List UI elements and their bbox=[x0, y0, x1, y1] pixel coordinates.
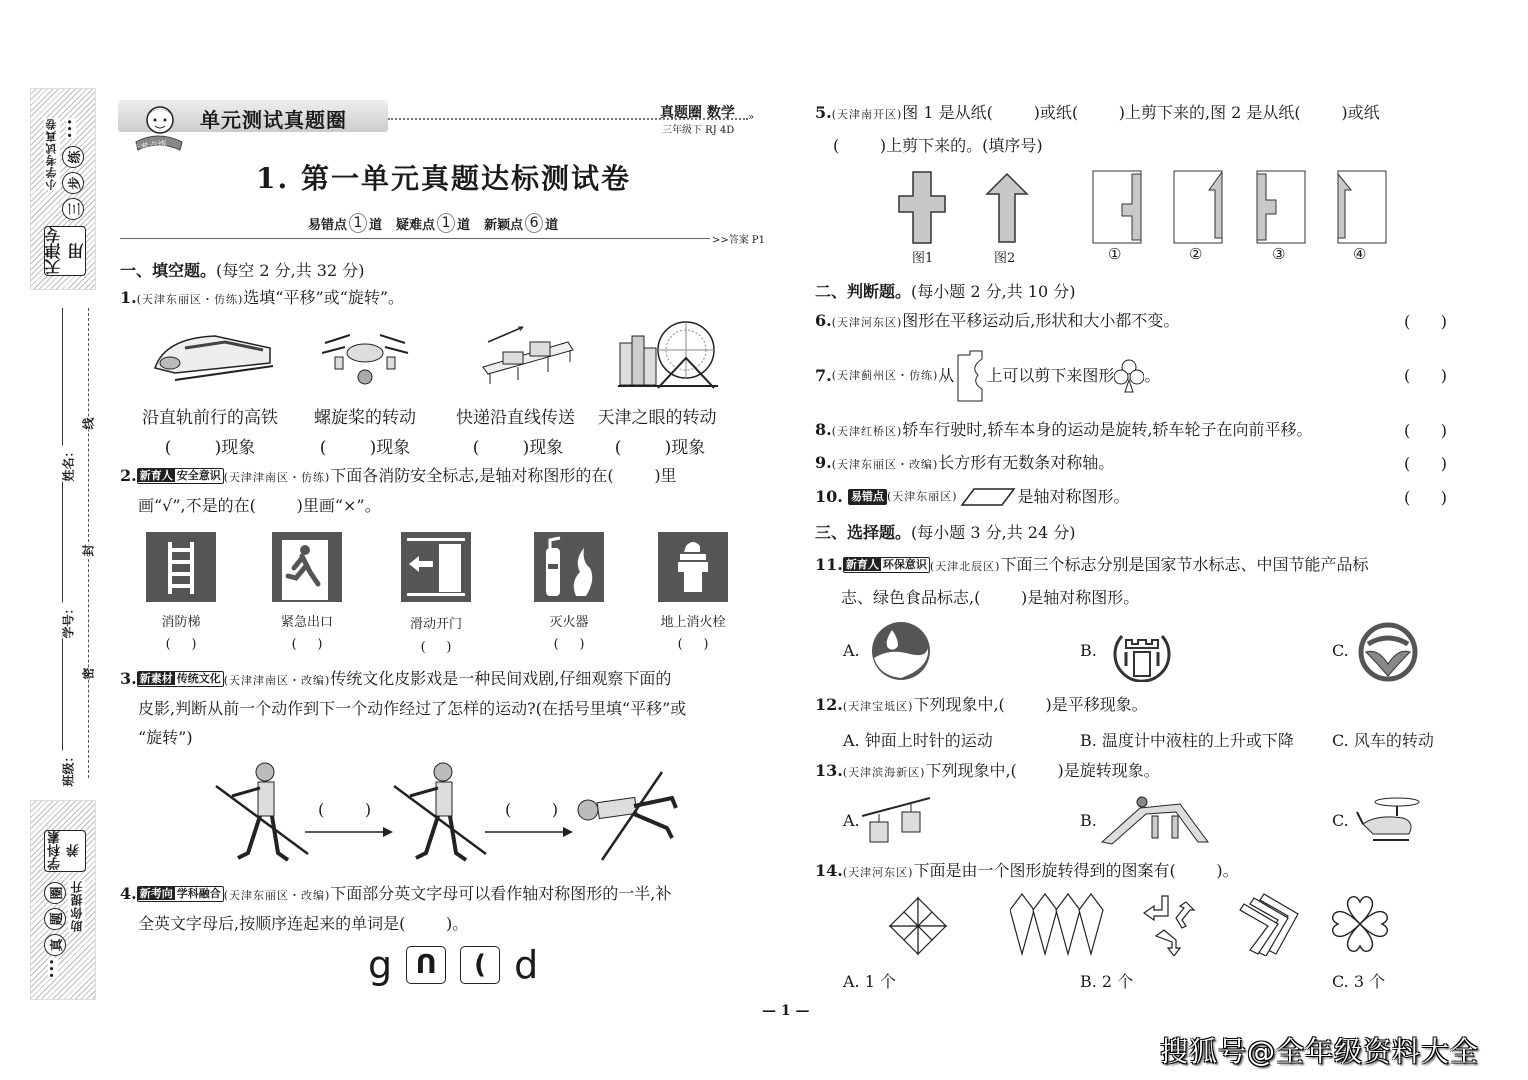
count-item: 新颖点 6 道 bbox=[484, 215, 559, 233]
question-14: 14.(天津河东区)下面是由一个图形旋转得到的图案有( )。 bbox=[815, 861, 1239, 880]
pinwheel-pattern-icon bbox=[888, 896, 948, 956]
grade-label: 三年级下 RJ 4D bbox=[662, 125, 735, 136]
figure-label: 图1 bbox=[912, 251, 934, 266]
chevron-stack-pattern-icon bbox=[1238, 892, 1300, 956]
cross-shape-icon bbox=[897, 170, 947, 245]
q10-answer-blank[interactable]: ( ) bbox=[1404, 488, 1447, 507]
half-letter-box: ( bbox=[460, 946, 500, 984]
circled-char: 真 bbox=[44, 934, 66, 956]
slide-icon bbox=[1100, 794, 1210, 846]
shadow-puppet-walking-icon bbox=[388, 758, 488, 868]
section-heading-choice: 三、选择题。(每小题 3 分,共 24 分) bbox=[815, 523, 1076, 542]
tag-badge: 新育人 安全意识 bbox=[137, 468, 224, 484]
option-a-label[interactable]: A. bbox=[843, 641, 860, 660]
paper-4-icon bbox=[1337, 170, 1387, 244]
bullet-train-icon bbox=[145, 328, 275, 383]
question-8: 8.(天津红桥区)轿车行驶时,轿车本身的运动是旋转,轿车轮子在向前平移。 bbox=[815, 420, 1313, 439]
paper-1-icon bbox=[1092, 170, 1142, 244]
option-b-label[interactable]: B. bbox=[1080, 641, 1097, 660]
question-5-line2: ( )上剪下来的。(填序号) bbox=[833, 136, 1043, 155]
strip-dots: ••• bbox=[66, 118, 76, 139]
q1-caption: 快递沿直线传送 bbox=[456, 408, 575, 428]
strip-dots: ••• bbox=[48, 958, 58, 979]
q14-option-a[interactable]: A. 1 个 bbox=[843, 972, 896, 991]
cut-line bbox=[88, 308, 89, 778]
figure-label: 图2 bbox=[994, 251, 1016, 266]
circled-char: 圈 bbox=[44, 882, 66, 904]
answer-reference[interactable]: >>答案 P1 bbox=[712, 235, 766, 246]
section-heading-fill-in: 一、填空题。(每空 2 分,共 32 分) bbox=[120, 261, 365, 280]
letter: d bbox=[514, 943, 539, 987]
strip-subtitle: 小学考试真卷 bbox=[45, 118, 58, 190]
line-mark: 线 bbox=[81, 417, 96, 430]
question-6: 6.(天津河东区)图形在平移运动后,形状和大小都不变。 bbox=[815, 311, 1180, 330]
sign-caption: 地上消火栓 bbox=[660, 615, 726, 630]
question-11-line2: 志、绿色食品标志,( )是轴对称图形。 bbox=[841, 588, 1140, 607]
energy-saving-logo-icon bbox=[1112, 622, 1172, 682]
arrow-right-icon bbox=[485, 826, 573, 838]
fire-extinguisher-sign-icon bbox=[534, 532, 604, 602]
drone-icon bbox=[320, 325, 410, 390]
folded-paper-icon bbox=[956, 349, 984, 403]
question-13: 13.(天津滨海新区)下列现象中,( )是旋转现象。 bbox=[815, 761, 1160, 780]
q9-answer-blank[interactable]: ( ) bbox=[1404, 454, 1447, 473]
four-heart-clover-pattern-icon bbox=[1328, 892, 1392, 956]
question-12: 12.(天津宝坻区)下列现象中,( )是平移现象。 bbox=[815, 695, 1148, 714]
q12-option-b[interactable]: B. 温度计中液柱的上升或下降 bbox=[1080, 731, 1294, 750]
circled-char: 练 bbox=[62, 146, 84, 168]
ferris-wheel-icon bbox=[618, 318, 718, 390]
banner-title: 单元测试真题圈 bbox=[200, 108, 347, 132]
letter-puzzle bbox=[368, 943, 538, 987]
question-3: 3. 新素材 传统文化 (天津津南区・改编)传统文化皮影戏是一种民间戏剧,仔细观察下面的 bbox=[120, 669, 672, 688]
sign-answer-blank[interactable]: ( ) bbox=[165, 637, 197, 652]
paper-label: ④ bbox=[1353, 245, 1367, 263]
seal-mark: 封 bbox=[81, 544, 96, 557]
unit-badge: 单元考点练 bbox=[121, 139, 168, 157]
circled-char: 题 bbox=[44, 908, 66, 930]
water-saving-logo-icon bbox=[870, 620, 932, 682]
tag-badge: 新考向 学科融合 bbox=[137, 886, 224, 902]
paper-label: ③ bbox=[1272, 245, 1286, 263]
q14-option-b[interactable]: B. 2 个 bbox=[1080, 972, 1134, 991]
green-food-logo-icon bbox=[1358, 622, 1418, 682]
sign-caption: 消防梯 bbox=[161, 615, 201, 630]
sign-caption: 滑动开门 bbox=[409, 617, 462, 632]
fill-line bbox=[62, 308, 63, 778]
question-4-line2: 全英文字母后,按顺序连起来的单词是( )。 bbox=[138, 914, 469, 933]
question-1: 1.(天津东丽区・仿练)选填“平移”或“旋转”。 bbox=[120, 288, 405, 307]
q7-answer-blank[interactable]: ( ) bbox=[1404, 366, 1447, 385]
name-label: 姓名： bbox=[61, 445, 76, 482]
sign-answer-blank[interactable]: ( ) bbox=[420, 640, 452, 655]
letter: g bbox=[368, 943, 393, 987]
question-4: 4. 新考向 学科融合 (天津东丽区・改编)下面部分英文字母可以看作轴对称图形的一半,补 bbox=[120, 884, 672, 903]
q6-answer-blank[interactable]: ( ) bbox=[1404, 312, 1447, 331]
shadow-puppet-rotated-icon bbox=[572, 768, 687, 863]
option-c-label[interactable]: C. bbox=[1332, 641, 1349, 660]
parallelogram-icon bbox=[960, 487, 1016, 507]
q1-answer-blank[interactable]: ( )现象 bbox=[164, 438, 256, 458]
paper-label: ② bbox=[1189, 245, 1203, 263]
q13-option-c[interactable]: C. bbox=[1332, 811, 1349, 830]
kite-row-pattern-icon bbox=[1010, 892, 1104, 956]
question-5: 5.(天津南开区)图 1 是从纸( )或纸( )上剪下来的,图 2 是从纸( )或纸 bbox=[815, 103, 1380, 122]
question-11: 11. 新育人 环保意识 (天津北辰区)下面三个标志分别是国家节水标志、中国节能产品标 bbox=[815, 555, 1369, 574]
sliding-door-sign-icon bbox=[401, 532, 471, 602]
paper-2-icon bbox=[1173, 170, 1223, 244]
paper-3-icon bbox=[1256, 170, 1306, 244]
question-9: 9.(天津东丽区・改编)长方形有无数条对称轴。 bbox=[815, 453, 1115, 472]
tag-badge: 新素材 传统文化 bbox=[137, 671, 224, 687]
club-shape-icon bbox=[1114, 358, 1144, 394]
q14-option-c[interactable]: C. 3 个 bbox=[1332, 972, 1386, 991]
seal-mark: 密 bbox=[81, 667, 96, 680]
question-7: 7. (天津蓟州区・仿练) 从 上可以剪下来图形 。 bbox=[815, 361, 1160, 391]
page-number: — 1 — bbox=[762, 1003, 810, 1019]
arrow-icon: » bbox=[748, 112, 755, 123]
sign-answer-blank[interactable]: ( ) bbox=[677, 637, 709, 652]
rotating-arrows-pattern-icon bbox=[1142, 892, 1206, 956]
section-heading-judgment: 二、判断题。(每小题 2 分,共 10 分) bbox=[815, 282, 1076, 301]
q1-answer-blank[interactable]: ( )现象 bbox=[614, 438, 706, 458]
sign-caption: 灭火器 bbox=[549, 615, 589, 630]
cable-car-icon bbox=[862, 794, 930, 846]
count-item: 易错点 1 道 bbox=[308, 215, 383, 233]
sign-caption: 紧急出口 bbox=[280, 615, 333, 630]
page-title: 1. 第一单元真题达标测试卷 bbox=[256, 162, 631, 195]
q13-option-b[interactable]: B. bbox=[1080, 811, 1097, 830]
q1-caption: 沿直轨前行的高铁 bbox=[142, 408, 278, 428]
tag-badge: 易错点 bbox=[848, 489, 887, 505]
circled-char: 三 bbox=[62, 198, 84, 220]
q1-answer-blank[interactable]: ( )现象 bbox=[319, 438, 411, 458]
tianjin-special-badge: 天津专用 bbox=[44, 227, 86, 275]
ladder-sign-icon bbox=[146, 532, 216, 602]
arrow-right-icon bbox=[305, 826, 393, 838]
question-counts bbox=[308, 213, 558, 233]
fire-hydrant-sign-icon bbox=[658, 532, 728, 602]
circled-char: 步 bbox=[62, 172, 84, 194]
watermark: 搜狐号@全年级资料大全 bbox=[1160, 1035, 1480, 1068]
q1-caption: 螺旋桨的转动 bbox=[314, 408, 416, 428]
q8-answer-blank[interactable]: ( ) bbox=[1404, 421, 1447, 440]
question-10: 10. 易错点 (天津东丽区) 是轴对称图形。 bbox=[815, 487, 1130, 506]
strip-subtitle: 助你提升 bbox=[70, 880, 84, 932]
count-item: 疑难点 1 道 bbox=[396, 215, 471, 233]
class-label: 班级： bbox=[61, 750, 76, 787]
subject-literacy-badge: 学科素养 bbox=[44, 830, 86, 872]
q1-answer-blank[interactable]: ( )现象 bbox=[472, 438, 564, 458]
emergency-exit-sign-icon bbox=[272, 532, 342, 602]
question-2: 2. 新育人 安全意识 (天津津南区・仿练)下面各消防安全标志,是轴对称图形的在( )里 bbox=[120, 466, 677, 485]
paper-label: ① bbox=[1108, 245, 1122, 263]
sign-answer-blank[interactable]: ( ) bbox=[553, 637, 585, 652]
q13-option-a[interactable]: A. bbox=[843, 811, 860, 830]
shadow-puppet-walking-icon bbox=[210, 758, 310, 868]
header-rule bbox=[120, 238, 710, 239]
tag-badge: 新育人 环保意识 bbox=[843, 557, 930, 573]
q1-caption: 天津之眼的转动 bbox=[597, 408, 717, 428]
q3-answer-blank[interactable]: ( ) bbox=[318, 800, 372, 819]
question-3-line3: “旋转”) bbox=[138, 728, 193, 747]
question-3-line2: 皮影,判断从前一个动作到下一个动作经过了怎样的运动?(在括号里填“平移”或 bbox=[138, 699, 687, 718]
half-letter-box: ᑎ bbox=[406, 946, 446, 984]
q12-option-c[interactable]: C. 风车的转动 bbox=[1332, 731, 1434, 750]
q3-answer-blank[interactable]: ( ) bbox=[505, 800, 559, 819]
helicopter-icon bbox=[1353, 794, 1421, 844]
sign-answer-blank[interactable]: ( ) bbox=[291, 637, 323, 652]
arrow-shape-icon bbox=[985, 172, 1029, 244]
book-title: 真题圈 数学 bbox=[660, 105, 735, 121]
student-id-label: 学号： bbox=[61, 602, 76, 639]
conveyor-icon bbox=[478, 322, 578, 387]
q12-option-a[interactable]: A. 钟面上时针的运动 bbox=[843, 731, 993, 750]
question-2-line2: 画“√”,不是的在( )里画“×”。 bbox=[138, 496, 381, 515]
